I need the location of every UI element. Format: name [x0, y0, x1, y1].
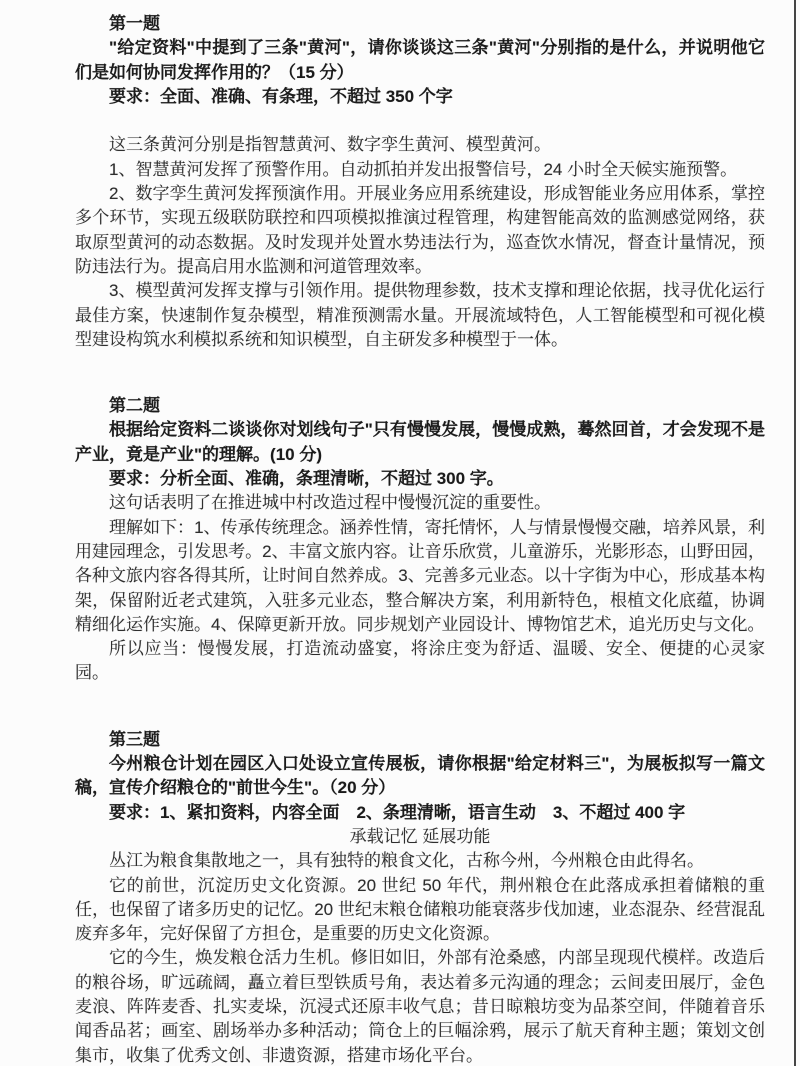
requirement-text: 要求：1、紧扣资料，内容全面 2、条理清晰，语言生动 3、不超过 400 字	[109, 802, 686, 822]
page-edge-line	[794, 0, 796, 1066]
section-question-1	[75, 12, 765, 352]
document-content	[75, 12, 765, 1066]
essay-title: 承载记忆 延展功能	[349, 826, 491, 846]
answer-paragraph: 这句话表明了在推进城中村改造过程中慢慢沉淀的重要性。	[109, 493, 551, 513]
section-question-2	[75, 394, 765, 686]
answer-paragraph: 1、智慧黄河发挥了预警作用。自动抓拍并发出报警信号，24 小时全天候实施预警。	[109, 159, 738, 179]
section-title: 第二题	[109, 396, 160, 416]
requirement-text: 要求：分析全面、准确，条理清晰，不超过 300 字。	[109, 469, 504, 489]
question-text: 今州粮仓计划在园区入口处设立宣传展板，请你根据"给定材料三"，为展板拟写一篇文稿，宣传介绍粮仓的"前世今生"。（20 分）	[75, 754, 765, 798]
answer-paragraph: 它的今生，焕发粮仓活力生机。修旧如旧，外部有沧桑感，内部呈现现代模样。改造后的粮谷场，旷远疏阔，矗立着巨型铁质号角，表达着多元沟通的理念；云间麦田展厅，金色麦浪、阵阵麦香、扎实麦垛，沉浸式还原丰收气息；昔日晾粮坊变为品茶空间，伴随着音乐闻香品茗；画室、剧场举办多种活动；筒仓上的巨幅涂鸦，展示了航天育种主题；策划文创集市，收集了优秀文创、非遗资源，搭建市场化平台。	[75, 948, 765, 1065]
answer-paragraph: 所以应当：慢慢发展，打造流动盛宴，将涂庄变为舒适、温暖、安全、便捷的心灵家园。	[75, 639, 765, 683]
answer-paragraph: 这三条黄河分别是指智慧黄河、数字孪生黄河、模型黄河。	[109, 135, 551, 155]
answer-paragraph: 3、模型黄河发挥支撑与引领作用。提供物理参数，技术支撑和理论依据，找寻优化运行最佳方案，快速制作复杂模型，精准预测需水量。开展流域特色，人工智能模型和可视化模型建设构筑水利模拟系统和知识模型，自主研发多种模型于一体。	[75, 281, 765, 349]
requirement-text: 要求：全面、准确、有条理，不超过 350 个字	[109, 86, 453, 106]
blank-line	[75, 109, 765, 133]
section-question-3	[75, 728, 765, 1066]
section-title: 第一题	[109, 14, 160, 33]
section-title: 第三题	[109, 729, 160, 749]
question-text: 根据给定资料二谈谈你对划线句子"只有慢慢发展，慢慢成熟，蓦然回首，才会发现不是产业，竟是产业"的理解。(10 分)	[75, 420, 765, 464]
answer-paragraph: 它的前世，沉淀历史文化资源。20 世纪 50 年代，荆州粮仓在此落成承担着储粮的重任，也保留了诸多历史的记忆。20 世纪末粮仓储粮功能衰落步伐加速，业态混杂、经营混乱废弃多年，完好保留了方担仓，是重要的历史文化资源。	[75, 875, 765, 944]
answer-paragraph: 理解如下：1、传承传统理念。涵养性情，寄托情怀，人与情景慢慢交融，培养风景，利用建园理念，引发思考。2、丰富文旅内容。让音乐欣赏，儿童游乐，光影形态，山野田园，各种文旅内容各得其所，让时间自然养成。3、完善多元业态。以十字街为中心，形成基本构架，保留附近老式建筑，入驻多元业态，整合解决方案，利用新特色，根植文化底蕴，协调精细化运作实施。4、保障更新开放。同步规划产业园设计、博物馆艺术，追光历史与文化。	[75, 517, 765, 634]
question-text: "给定资料"中提到了三条"黄河"，请你谈谈这三条"黄河"分别指的是什么，并说明他它们是如何协同发挥作用的？（15 分）	[75, 38, 765, 82]
answer-paragraph: 2、数字孪生黄河发挥预演作用。开展业务应用系统建设，形成智能业务应用体系，掌控多个环节，实现五级联防联控和四项模拟推演过程管理，构建智能高效的监测感觉网络，获取原型黄河的动态数据。及时发现并处置水势违法行为，巡查饮水情况，督查计量情况，预防违法行为。提高启用水监测和河道管理效率。	[75, 184, 765, 276]
answer-paragraph: 丛江为粮食集散地之一，具有独特的粮食文化，古称今州，今州粮仓由此得名。	[109, 851, 704, 871]
